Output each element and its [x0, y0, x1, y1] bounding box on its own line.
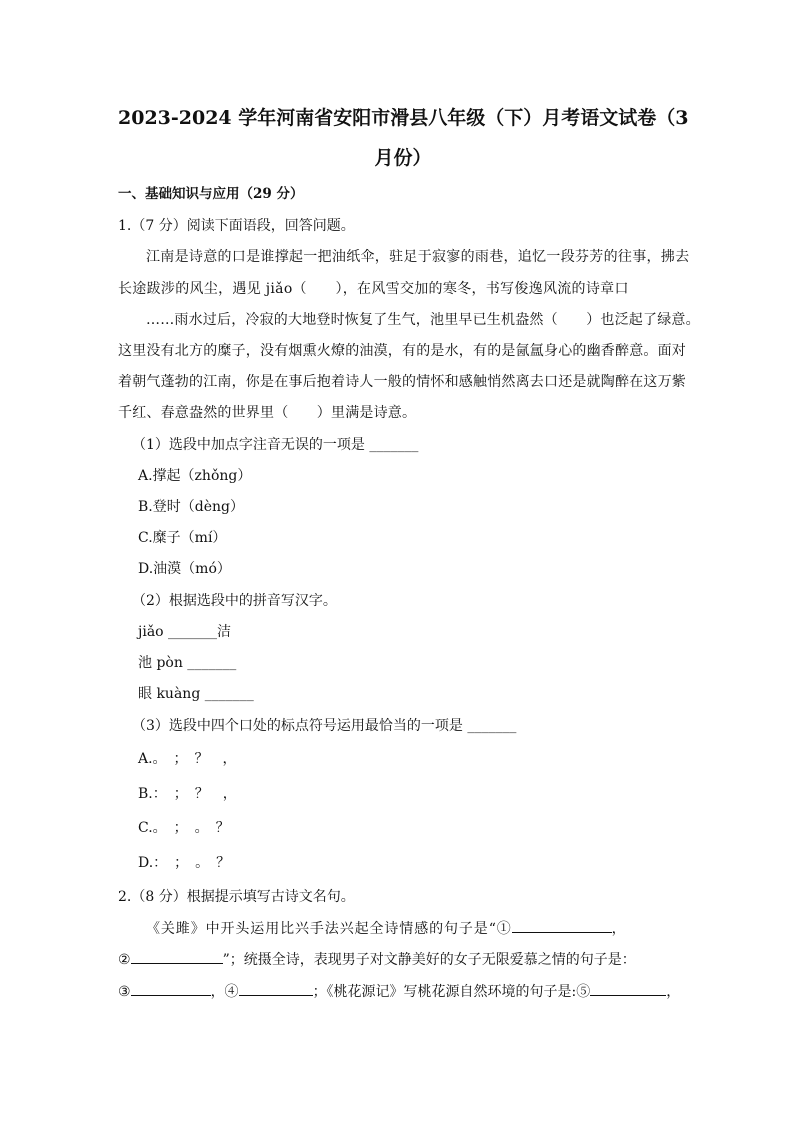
- pinyin-item: 眼 kuàng _______: [138, 686, 254, 702]
- pinyin-item: jiǎo _______洁: [138, 624, 232, 640]
- option-b: B.： ； ？ ，: [138, 786, 237, 802]
- option-a: A.。 ； ？ ，: [138, 751, 237, 767]
- option-c: C.糜子（mí）: [138, 530, 227, 546]
- poetry-prompt-text: ”；统摄全诗，表现男子对文静美好的女子无限爱慕之情的句子是：: [222, 952, 636, 968]
- blank-number: ②: [118, 952, 131, 968]
- poetry-prompt-text: ；《桃花源记》写桃花源自然环境的句子是:⑤: [312, 984, 591, 1000]
- option-d: D.： ； 。 ？: [138, 855, 231, 871]
- passage-line: ……雨水过后，冷寂的大地登时恢复了生气，池里早已生机盎然（ ）也泛起了绿意。: [146, 312, 700, 328]
- option-b: B.登时（dèng）: [138, 499, 244, 515]
- question-2-stem: 2.（8 分）根据提示填写古诗文名句。: [118, 889, 355, 905]
- answer-blank[interactable]: [131, 982, 211, 996]
- sub-question-1-prompt: （1）选段中加点字注音无误的一项是 _______: [132, 437, 419, 453]
- exam-title-line-1: 2023-2024 学年河南省安阳市滑县八年级（下）月考语文试卷（3: [118, 107, 689, 129]
- question-1-stem: 1.（7 分）阅读下面语段，回答问题。: [118, 218, 355, 234]
- option-a: A.撑起（zhǒng）: [138, 468, 252, 484]
- option-d: D.油漠（mó）: [138, 561, 231, 577]
- answer-blank[interactable]: [239, 982, 313, 996]
- answer-blank[interactable]: [512, 919, 612, 933]
- passage-line: 千红、春意盎然的世界里（ ）里满是诗意。: [118, 405, 417, 421]
- passage-line: 江南是诗意的口是谁撑起一把油纸伞，驻足于寂寥的雨巷，追忆一段芬芳的往事，拂去: [146, 249, 690, 265]
- sub-question-3-prompt: （3）选段中四个口处的标点符号运用最恰当的一项是 _______: [132, 718, 517, 734]
- sub-question-2-prompt: （2）根据选段中的拼音写汉字。: [132, 593, 337, 609]
- poetry-fill-line: ③ ，④ ；《桃花源记》写桃花源自然环境的句子是:⑤ ，: [118, 984, 681, 1000]
- poetry-prompt-text: 《关雎》中开头运用比兴手法兴起全诗情感的句子是“①: [146, 921, 512, 937]
- passage-line: 这里没有北方的糜子，没有烟熏火燎的油漠，有的是水，有的是氤氲身心的幽香醉意。面对: [118, 343, 686, 359]
- poetry-fill-line: [118, 950, 636, 970]
- answer-blank[interactable]: [131, 950, 223, 964]
- option-c: C.。 ； 。 ？: [138, 820, 230, 836]
- passage-line: 长途跋涉的风尘，遇见 jiǎo（ ），在风雪交加的寒冬，书写俊逸风流的诗章口: [118, 281, 629, 297]
- section-heading: 一、基础知识与应用（29 分）: [118, 186, 304, 202]
- passage-line: 着朝气蓬勃的江南，你是在事后抱着诗人一般的情怀和感触悄然离去口还是就陶醉在这万紫: [118, 374, 686, 390]
- blank-number: ③: [118, 984, 131, 1000]
- answer-blank[interactable]: [590, 982, 666, 996]
- poetry-fill-line: 《关雎》中开头运用比兴手法兴起全诗情感的句子是“① ，: [146, 921, 627, 937]
- pinyin-item: 池 pòn _______: [138, 655, 237, 671]
- exam-title-line-2: 月份）: [374, 147, 432, 169]
- blank-number: ，④: [210, 984, 239, 1000]
